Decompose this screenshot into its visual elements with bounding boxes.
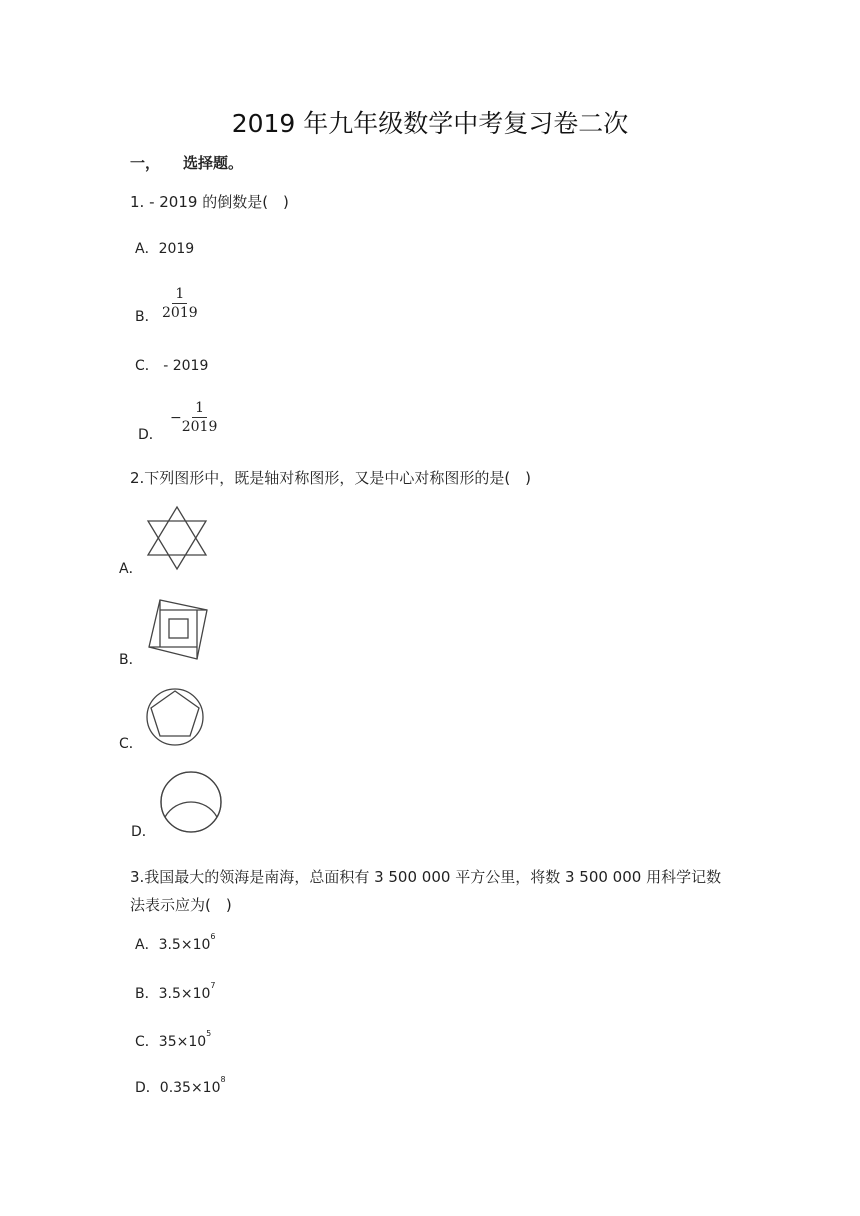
option-base: 0.35×10 — [159, 1080, 221, 1096]
option-letter: C． — [135, 358, 159, 374]
question-2-option-a-letter: A． — [119, 561, 143, 577]
question-2-option-d-letter: D． — [131, 824, 156, 840]
hexagram-figure — [145, 505, 209, 571]
option-letter: D． — [135, 1080, 160, 1096]
pentagon-in-circle-figure — [144, 686, 206, 748]
question-3-option-c — [135, 1031, 211, 1051]
question-1-stem: 1. - 2019 的倒数是( ) — [130, 193, 289, 211]
option-exponent: 7 — [210, 981, 216, 990]
minus-sign: − — [170, 409, 182, 426]
option-exponent: 6 — [210, 932, 216, 941]
fraction-numerator: 1 — [192, 400, 207, 418]
section-label: 选择题。 — [183, 154, 244, 172]
question-3-stem-line-1: 3.我国最大的领海是南海，总面积有 3 500 000 平方公里，将数 3 500 000 用科学记数 — [130, 868, 722, 886]
fraction-numerator: 1 — [172, 286, 187, 304]
question-1-option-a — [135, 238, 194, 258]
square-in-square-figure — [145, 597, 209, 663]
question-1-option-c — [135, 355, 208, 375]
page-title: 2019 年九年级数学中考复习卷二次 — [231, 109, 629, 138]
option-letter: A． — [135, 937, 159, 953]
question-1-option-d-letter: D． — [138, 427, 163, 443]
option-base: 3.5×10 — [158, 986, 211, 1002]
question-1-option-d-fraction — [170, 400, 217, 435]
option-text: 2019 — [158, 241, 195, 257]
option-exponent: 5 — [206, 1029, 212, 1038]
fraction-denominator: 2019 — [162, 305, 198, 321]
question-3-option-b — [135, 983, 216, 1003]
option-letter: A． — [135, 241, 159, 257]
question-3-option-d — [135, 1077, 226, 1097]
option-letter: B． — [135, 986, 159, 1002]
option-text: - 2019 — [158, 358, 209, 374]
question-2-option-c-letter: C． — [119, 736, 143, 752]
question-1-option-b-letter: B． — [135, 309, 159, 325]
section-number: 一， — [130, 154, 161, 172]
question-3-option-a — [135, 934, 215, 954]
option-base: 35×10 — [158, 1034, 207, 1050]
question-3-stem-line-2: 法表示应为( ) — [130, 896, 232, 914]
question-1-option-b-fraction — [162, 283, 198, 321]
fraction-denominator: 2019 — [181, 419, 218, 435]
circle-with-three-arcs-figure — [158, 769, 224, 835]
option-letter: C． — [135, 1034, 159, 1050]
question-2-stem: 2.下列图形中，既是轴对称图形，又是中心对称图形的是( ) — [130, 469, 532, 487]
question-2-option-b-letter: B． — [119, 652, 143, 668]
option-exponent: 8 — [220, 1075, 226, 1084]
option-base: 3.5×10 — [158, 937, 211, 953]
